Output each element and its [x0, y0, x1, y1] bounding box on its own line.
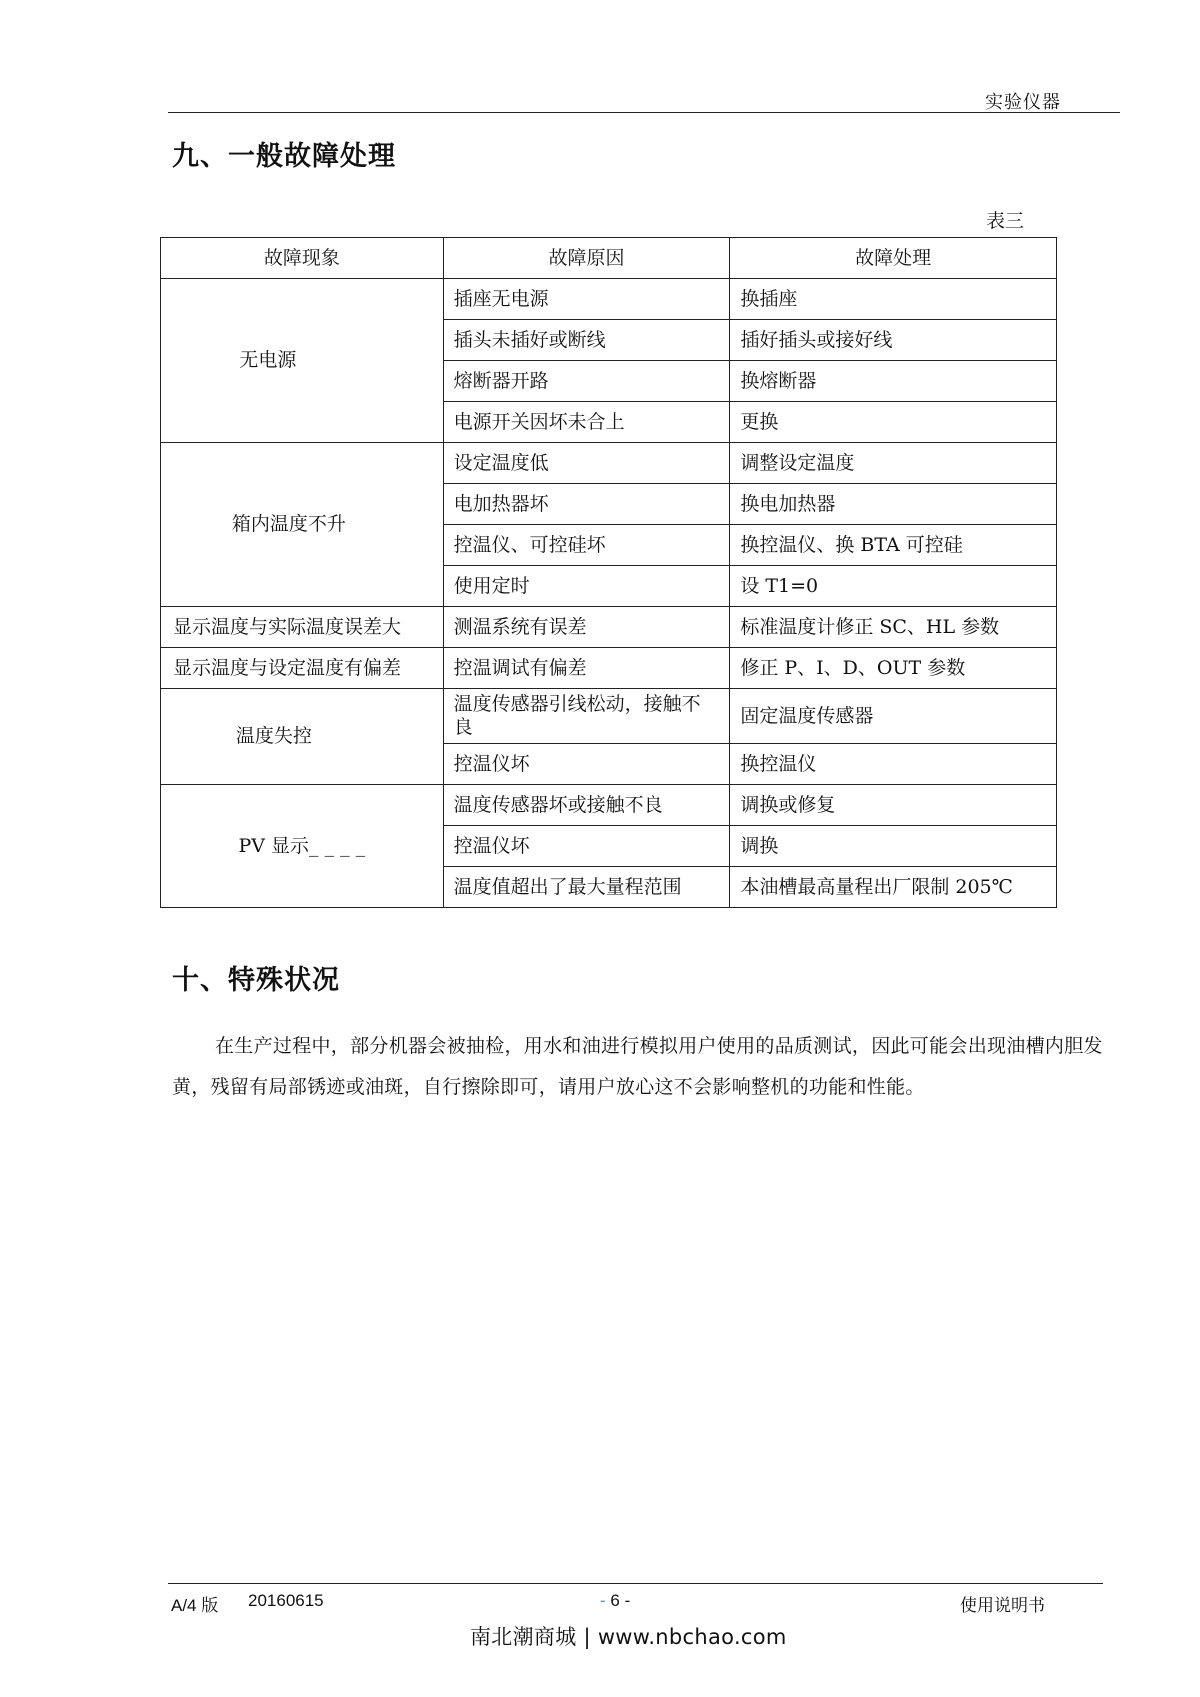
- symptom-cell: PV 显示_ _ _ _: [161, 785, 444, 908]
- fix-cell: 插好插头或接好线: [730, 320, 1057, 361]
- fix-cell: 调整设定温度: [730, 443, 1057, 484]
- cause-cell: 测温系统有误差: [443, 607, 730, 648]
- table-caption: 表三: [986, 210, 1025, 232]
- page-dash: -: [600, 1591, 606, 1610]
- column-header: 故障原因: [443, 238, 730, 279]
- symptom-cell: 显示温度与实际温度误差大: [161, 607, 444, 648]
- table-row: [161, 689, 1057, 744]
- header-rule: [168, 112, 1120, 113]
- special-notice-paragraph: 在生产过程中，部分机器会被抽检，用水和油进行模拟用户使用的品质测试，因此可能会出现油槽内胆发黄，残留有局部锈迹或油斑，自行擦除即可，请用户放心这不会影响整机的功能和性能。: [172, 1035, 1103, 1098]
- symptom-cell: 温度失控: [161, 689, 444, 785]
- fix-cell: 调换或修复: [730, 785, 1057, 826]
- fix-cell: 换控温仪: [730, 744, 1057, 785]
- cause-cell: 温度传感器引线松动，接触不良: [443, 689, 730, 744]
- cause-cell: 温度传感器坏或接触不良: [443, 785, 730, 826]
- fix-cell: 修正 P、I、D、OUT 参数: [730, 648, 1057, 689]
- table-header-row: [161, 238, 1057, 279]
- page-number: [600, 1591, 630, 1611]
- cause-cell: 电加热器坏: [443, 484, 730, 525]
- column-header: 故障处理: [730, 238, 1057, 279]
- fix-cell: 换控温仪、换 BTA 可控硅: [730, 525, 1057, 566]
- fix-cell: 固定温度传感器: [730, 689, 1057, 744]
- symptom-cell: 箱内温度不升: [161, 443, 444, 607]
- fix-cell: 换熔断器: [730, 361, 1057, 402]
- cause-cell: 电源开关因坏未合上: [443, 402, 730, 443]
- footer-version: A/4 版: [171, 1596, 219, 1615]
- table-row: [161, 785, 1057, 826]
- table-row: [161, 607, 1057, 648]
- fix-cell: 更换: [730, 402, 1057, 443]
- cause-cell: 插头未插好或断线: [443, 320, 730, 361]
- fix-cell: 调换: [730, 826, 1057, 867]
- column-header: 故障现象: [161, 238, 444, 279]
- section-10-title: 十、特殊状况: [172, 965, 340, 996]
- fault-table: [160, 237, 1057, 908]
- cause-cell: 温度值超出了最大量程范围: [443, 867, 730, 908]
- fix-cell: 换电加热器: [730, 484, 1057, 525]
- fix-cell: 换插座: [730, 279, 1057, 320]
- cause-cell: 控温仪、可控硅坏: [443, 525, 730, 566]
- cause-cell: 控温仪坏: [443, 744, 730, 785]
- footer-watermark[interactable]: 南北潮商城 | www.nbchao.com: [470, 1625, 787, 1649]
- page-number-value: 6 -: [610, 1591, 631, 1610]
- fix-cell: 设 T1=0: [730, 566, 1057, 607]
- footer-date: 20160615: [248, 1591, 324, 1610]
- cause-cell: 设定温度低: [443, 443, 730, 484]
- symptom-cell: 无电源: [161, 279, 444, 443]
- table-row: [161, 648, 1057, 689]
- fix-cell: 本油槽最高量程出厂限制 205℃: [730, 867, 1057, 908]
- section-9-title: 九、一般故障处理: [172, 141, 396, 172]
- cause-cell: 插座无电源: [443, 279, 730, 320]
- fix-cell: 标准温度计修正 SC、HL 参数: [730, 607, 1057, 648]
- symptom-cell: 显示温度与设定温度有偏差: [161, 648, 444, 689]
- header-title: 实验仪器: [985, 92, 1061, 113]
- footer-rule: [168, 1583, 1103, 1584]
- cause-cell: 控温调试有偏差: [443, 648, 730, 689]
- table-row: [161, 443, 1057, 484]
- footer-doc-type: 使用说明书: [960, 1596, 1045, 1616]
- table-row: [161, 279, 1057, 320]
- cause-cell: 使用定时: [443, 566, 730, 607]
- cause-cell: 熔断器开路: [443, 361, 730, 402]
- cause-cell: 控温仪坏: [443, 826, 730, 867]
